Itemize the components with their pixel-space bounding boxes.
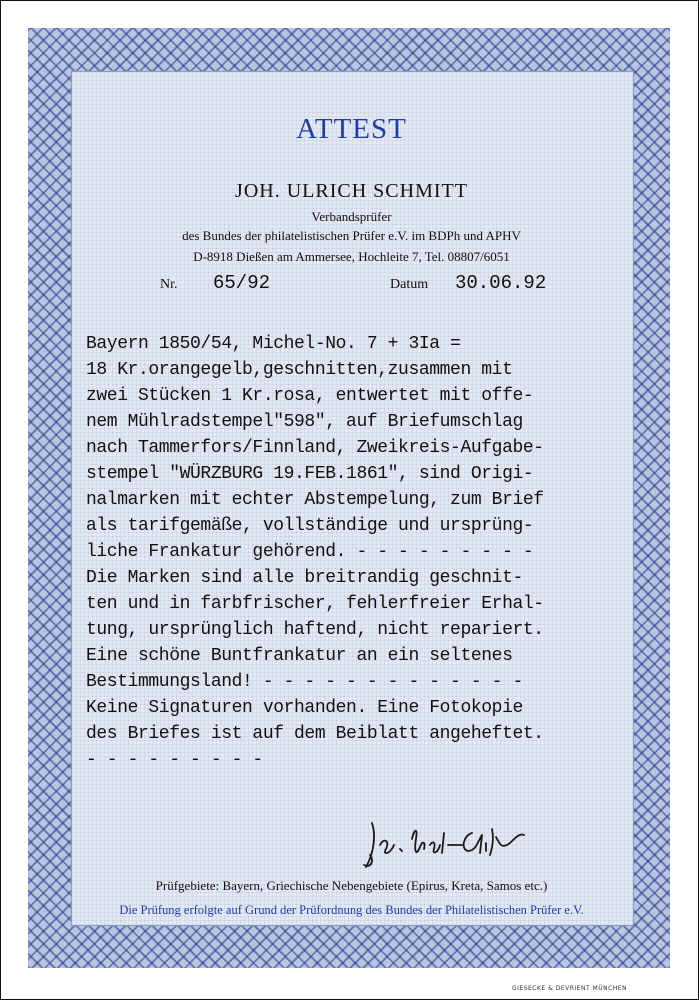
body-line: Bayern 1850/54, Michel-No. 7 + 3Ia = <box>86 334 461 354</box>
certificate-title: ATTEST <box>296 113 407 145</box>
certificate-number-label: Nr. <box>160 277 178 292</box>
body-line: nem Mühlradstempel"598", auf Briefumschlag <box>86 412 523 432</box>
examiner-role: Verbandsprüfer <box>311 209 392 224</box>
body-line: tung, ursprünglich haftend, nicht repariert. <box>86 620 544 640</box>
body-line: 18 Kr.orangegelb,geschnitten,zusammen mit <box>86 360 513 380</box>
certificate-date: 30.06.92 <box>455 272 547 294</box>
body-line: nalmarken mit echter Abstempelung, zum Brief <box>86 490 544 510</box>
certificate-date-label: Datum <box>390 277 429 292</box>
body-line: liche Frankatur gehörend. - - - - - - - - - <box>86 542 534 562</box>
body-line: stempel "WÜRZBURG 19.FEB.1861", sind Origi- <box>86 464 534 484</box>
certificate-number: 65/92 <box>213 272 271 294</box>
examiner-name: JOH. ULRICH SCHMITT <box>235 180 468 202</box>
body-line: nach Tammerfors/Finnland, Zweikreis-Aufgabe- <box>86 438 544 458</box>
body-line: Bestimmungsland! - - - - - - - - - - - - - <box>86 672 523 692</box>
body-line: als tarifgemäße, vollständige und ursprüng- <box>86 516 534 536</box>
examiner-association: des Bundes der philatelistischen Prüfer e.V. im BDPh und APHV <box>182 228 521 243</box>
body-line: Keine Signaturen vorhanden. Eine Fotokopie <box>86 698 523 718</box>
examination-regulation: Die Prüfung erfolgte auf Grund der Prüfordnung des Bundes der Philatelistischen Prüfer e.V. <box>119 903 584 917</box>
body-line: ten und in farbfrischer, fehlerfreier Erhal- <box>86 594 544 614</box>
examination-scope: Prüfgebiete: Bayern, Griechische Nebengebiete (Epirus, Kreta, Samos etc.) <box>155 878 548 893</box>
body-line: zwei Stücken 1 Kr.rosa, entwertet mit offe- <box>86 386 534 406</box>
certificate-body <box>86 331 621 773</box>
body-line: des Briefes ist auf dem Beiblatt angeheftet. <box>86 724 544 744</box>
body-line: - - - - - - - - - <box>86 750 263 770</box>
examiner-signature <box>360 815 530 875</box>
body-line: Eine schöne Buntfrankatur an ein seltenes <box>86 646 513 666</box>
body-line: Die Marken sind alle breitrandig geschnit- <box>86 568 523 588</box>
printer-imprint: GIESECKE & DEVRIENT MÜNCHEN <box>512 985 628 992</box>
examiner-address: D-8918 Dießen am Ammersee, Hochleite 7, Tel. 08807/6051 <box>193 249 510 264</box>
